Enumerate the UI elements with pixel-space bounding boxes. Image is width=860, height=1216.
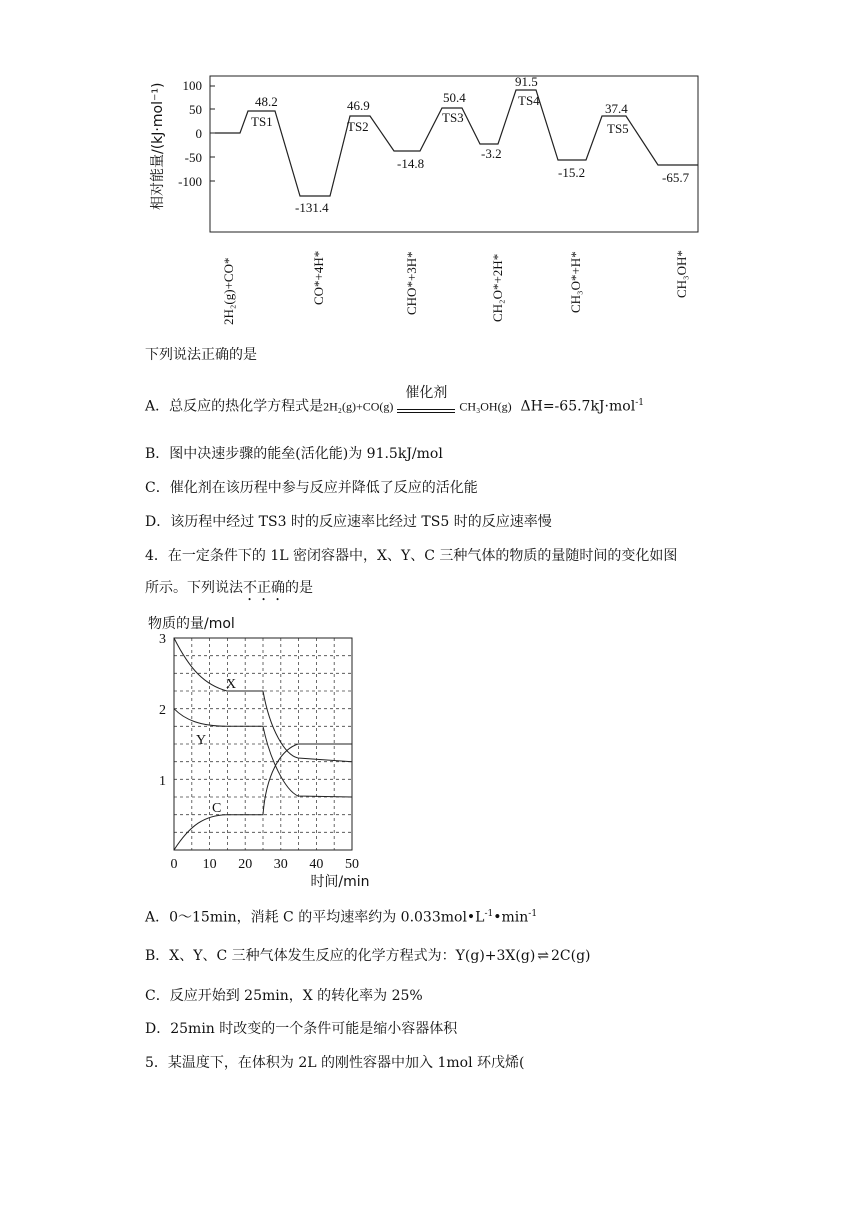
q4-option-a-sup2: -1 (528, 909, 538, 919)
q4-option-d: D．25min 时改变的一个条件可能是缩小容器体积 (145, 1021, 458, 1037)
amount-chart-x-label: 时间/min (310, 874, 370, 890)
q4-option-c: C．反应开始到 25min，X 的转化率为 25% (145, 988, 423, 1004)
energy-y-ticks (210, 86, 215, 181)
amount-ytick-2: 2 (159, 703, 166, 718)
q4-option-b-product: 2C(g) (551, 948, 591, 964)
energy-label-50-4: 50.4 (443, 90, 466, 105)
q5-stem: 5．某温度下，在体积为 2L 的刚性容器中加入 1mol 环戊烯( (145, 1055, 525, 1071)
amount-time-chart (140, 610, 400, 895)
series-y-label: Y (196, 733, 207, 748)
energy-ytick-neg100: -100 (178, 174, 202, 189)
amount-ytick-1: 1 (159, 774, 166, 789)
energy-category-4: CH₂O*+2H* (490, 253, 505, 322)
energy-label-neg131-4: -131.4 (295, 200, 329, 215)
q3-option-a-catalyst: 催化剂 (405, 384, 448, 401)
energy-label-48-2: 48.2 (255, 94, 278, 109)
q4-option-b (145, 946, 591, 966)
q4-option-b-equilibrium-arrow: ⇌ (537, 948, 550, 964)
q4-stem-line2 (145, 578, 313, 604)
energy-ytick-neg50: -50 (184, 150, 202, 165)
q3-option-a-dh: ΔH=-65.7kJ·mol (520, 398, 636, 415)
amount-xtick-0: 0 (170, 857, 178, 872)
energy-label-ts4: TS4 (518, 93, 540, 108)
q3-option-b: B．图中决速步骤的能垒(活化能)为 91.5kJ/mol (145, 446, 443, 462)
q3-option-d: D．该历程中经过 TS3 时的反应速率比经过 TS5 时的反应速率慢 (145, 514, 552, 530)
q3-option-a-catalyst-arrow (393, 384, 459, 417)
amount-xtick-20: 20 (238, 857, 253, 872)
energy-label-37-4: 37.4 (605, 101, 628, 116)
energy-label-ts1: TS1 (251, 114, 273, 129)
energy-ytick-50: 50 (189, 102, 202, 117)
q3-option-c: C．催化剂在该历程中参与反应并降低了反应的活化能 (145, 480, 478, 496)
energy-category-5: CH₃O*+H* (568, 251, 583, 313)
amount-chart-y-label: 物质的量/mol (148, 616, 235, 632)
q4-stem-line1: 4．在一定条件下的 1L 密闭容器中，X、Y、C 三种气体的物质的量随时间的变化如图 (145, 548, 678, 564)
energy-y-label: 相对能量/(kJ·mol⁻¹) (150, 82, 166, 210)
energy-category-1: 2H₂(g)+CO* (221, 257, 236, 325)
energy-category-2: CO*+4H* (311, 250, 326, 305)
q4-option-b-text: B．X、Y、C 三种气体发生反应的化学方程式为：Y(g)+3X(g) (145, 948, 536, 964)
amount-xtick-30: 30 (273, 857, 288, 872)
q4-stem-line2-post: 的是 (285, 580, 313, 596)
energy-profile-chart (140, 70, 720, 335)
amount-xtick-10: 10 (202, 857, 217, 872)
energy-category-6: CH₃OH* (674, 250, 689, 298)
energy-ytick-100: 100 (182, 78, 202, 93)
q3-option-a-eq-right: CH₃OH(g) (459, 399, 512, 414)
amount-ytick-3: 3 (159, 632, 166, 647)
q4-stem-emphasis: 不正确 (243, 580, 285, 596)
q4-option-a-mid: •min (493, 909, 529, 926)
amount-xtick-40: 40 (309, 857, 324, 872)
q3-option-a (145, 384, 644, 417)
energy-label-ts2: TS2 (347, 119, 369, 134)
series-c-label: C (212, 801, 222, 816)
q3-option-a-prefix: A．总反应的热化学方程式是 (145, 398, 324, 415)
energy-ytick-0: 0 (195, 126, 202, 141)
energy-category-3: CHO*+3H* (404, 251, 419, 315)
q4-option-a-sup1: -1 (484, 909, 494, 919)
amount-xtick-50: 50 (345, 857, 359, 872)
q4-option-a (145, 904, 537, 928)
q3-option-a-eq-left: 2H₂(g)+CO(g) (323, 399, 394, 414)
energy-label-neg14-8: -14.8 (397, 156, 425, 171)
energy-label-91-5: 91.5 (515, 74, 538, 89)
q3-stem: 下列说法正确的是 (145, 347, 257, 363)
energy-label-ts3: TS3 (442, 110, 464, 125)
q4-option-a-text: A．0～15min，消耗 C 的平均速率约为 0.033mol•L (145, 909, 485, 926)
energy-label-neg15-2: -15.2 (558, 165, 586, 180)
energy-label-neg3-2: -3.2 (481, 146, 502, 161)
energy-label-ts5: TS5 (607, 121, 629, 136)
q3-option-a-dh-sup: -1 (635, 398, 644, 408)
energy-label-neg65-7: -65.7 (662, 170, 690, 185)
energy-label-46-9: 46.9 (347, 98, 370, 113)
q4-stem-line2-pre: 所示。下列说法 (145, 580, 243, 596)
series-x-label: X (226, 677, 237, 692)
